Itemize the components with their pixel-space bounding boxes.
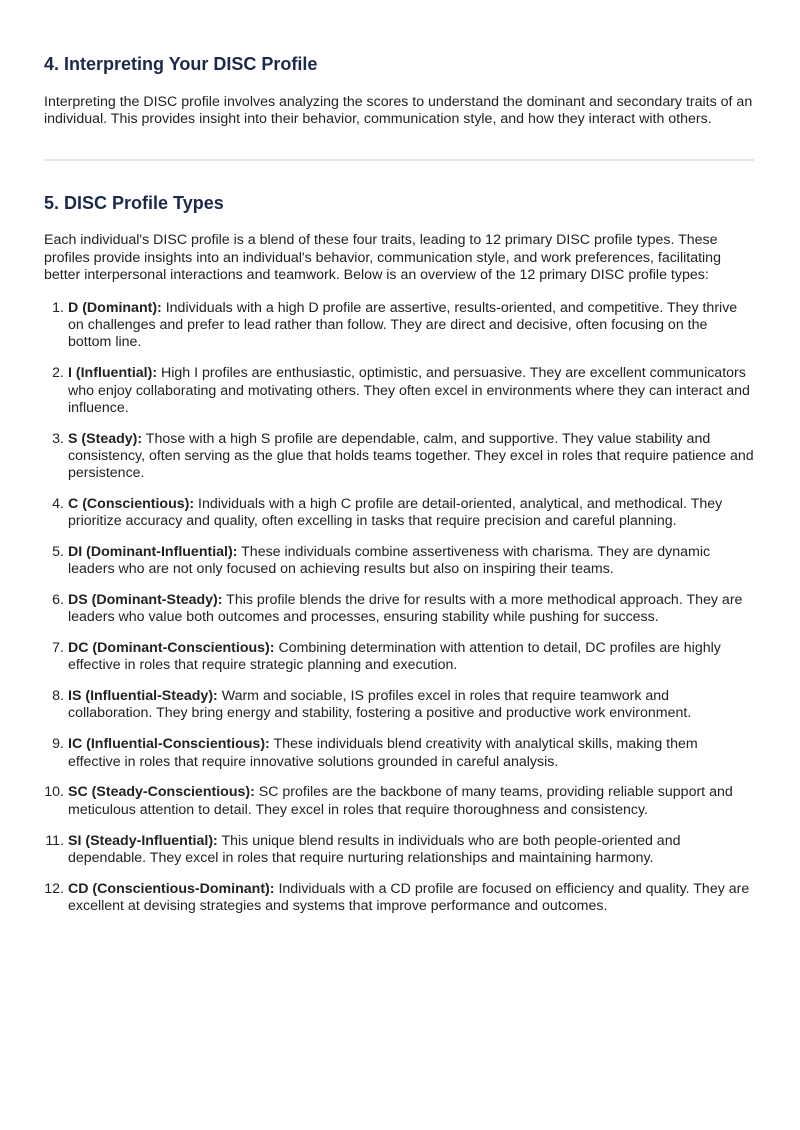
list-number: 6.: [52, 592, 64, 609]
profile-type-name: IC (Influential-Conscientious):: [68, 736, 270, 753]
profile-type-description: Combining determination with attention to detail, DC profiles are highly effective in roles that require strategic planning and execution.: [68, 640, 721, 674]
profile-type-description: SC profiles are the backbone of many teams, providing reliable support and meticulous attention to detail. They excel in roles that require thoroughness and consistency.: [68, 784, 733, 818]
list-item: [44, 881, 754, 915]
profile-type-name: DC (Dominant-Conscientious):: [68, 640, 275, 657]
profile-type-description: Those with a high S profile are dependable, calm, and supportive. They value stability and consistency, often serving as the glue that holds teams together. They excel in roles that require patience and persistence.: [68, 430, 754, 482]
list-item: [44, 431, 754, 483]
section-5-title: 5. DISC Profile Types: [44, 193, 224, 214]
list-item: [44, 688, 754, 722]
profile-type-description: Individuals with a CD profile are focused on efficiency and quality. They are excellent at devising strategies and systems that improve performance and outcomes.: [68, 880, 750, 914]
profile-type-description: High I profiles are enthusiastic, optimistic, and persuasive. They are excellent communicators who enjoy collaborating and motivating others. They often excel in environments where they can interact and influence.: [68, 365, 750, 416]
profile-type-description: This profile blends the drive for results with a more methodical approach. They are leaders who value both outcomes and processes, ensuring stability while pushing for success.: [68, 592, 743, 626]
list-item: [44, 736, 754, 770]
profile-type-description: These individuals blend creativity with analytical skills, making them effective in roles that require innovative solutions grounded in careful analysis.: [68, 736, 698, 770]
list-item: [44, 784, 754, 818]
profile-type-description: Individuals with a high C profile are detail-oriented, analytical, and methodical. They prioritize accuracy and quality, often excelling in tasks that require precision and careful planning.: [68, 495, 723, 530]
list-item: [44, 300, 754, 352]
section-4-title: 4. Interpreting Your DISC Profile: [44, 54, 318, 74]
profile-type-description: These individuals combine assertiveness with charisma. They are dynamic leaders who are not only focused on achieving results but also on inspiring their teams.: [68, 544, 711, 578]
profile-type-name: SI (Steady-Influential):: [68, 832, 218, 849]
list-number: 1.: [52, 300, 64, 317]
list-number: 3.: [52, 430, 64, 447]
profile-type-name: DS (Dominant-Steady):: [68, 592, 223, 609]
profile-types-list: [44, 300, 754, 915]
section-5-intro: Each individual's DISC profile is a blend of these four traits, leading to 12 primary DISC profile types. These profiles provide insights into an individual's behavior, communication style, and work preferences, facilitating better interpersonal interactions and teamwork. Below is an overview of the 12 primary DISC profile types:: [44, 232, 721, 283]
profile-type-name: CD (Conscientious-Dominant):: [68, 880, 275, 897]
list-number: 2.: [52, 365, 64, 382]
profile-type-name: I (Influential):: [68, 365, 158, 382]
profile-type-name: IS (Influential-Steady):: [68, 688, 218, 705]
section-4-body: Interpreting the DISC profile involves analyzing the scores to understand the dominant and secondary traits of an individual. This provides insight into their behavior, communication style, and how they interact with others.: [44, 94, 753, 128]
profile-type-name: C (Conscientious):: [68, 495, 195, 512]
list-number: 9.: [52, 736, 64, 753]
profile-type-name: S (Steady):: [68, 430, 143, 447]
list-number: 7.: [52, 640, 64, 657]
list-item: [44, 496, 754, 530]
profile-type-name: DI (Dominant-Influential):: [68, 544, 238, 560]
profile-type-description: This unique blend results in individuals who are both people-oriented and dependable. They excel in roles that require nurturing relationships and maintaining harmony.: [68, 832, 681, 866]
profile-type-name: D (Dominant):: [68, 300, 162, 317]
profile-type-name: SC (Steady-Conscientious):: [68, 784, 255, 801]
list-number: 5.: [52, 544, 64, 560]
list-item: [44, 833, 754, 867]
list-number: 4.: [52, 495, 64, 512]
list-number: 8.: [52, 688, 64, 705]
list-item: [44, 544, 754, 578]
list-item: [44, 592, 754, 626]
list-item: [44, 640, 754, 674]
profile-type-description: Warm and sociable, IS profiles excel in roles that require teamwork and collaboration. They bring energy and stability, fostering a positive and productive work environment.: [68, 688, 692, 722]
list-number: 10.: [44, 784, 64, 801]
list-number: 11.: [45, 832, 64, 849]
section-divider: [44, 159, 754, 161]
list-number: 12.: [44, 880, 64, 897]
profile-type-description: Individuals with a high D profile are assertive, results-oriented, and competitive. They thrive on challenges and prefer to lead rather than follow. They are direct and decisive, often focusing on the bottom line.: [68, 300, 738, 351]
list-item: [44, 365, 754, 417]
